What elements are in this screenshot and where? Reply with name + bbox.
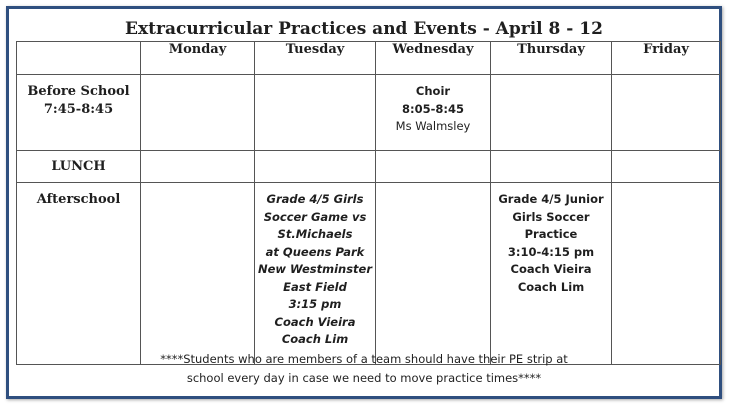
cell-after-friday — [612, 183, 721, 365]
cell-lunch-monday — [141, 151, 255, 183]
choir-name: Choir — [415, 84, 451, 98]
header-row — [17, 42, 721, 75]
cell-after-monday — [141, 183, 255, 365]
event-line: Coach Vieira — [510, 262, 592, 276]
day-header-thursday: Thursday — [491, 42, 612, 75]
cell-lunch-wednesday — [376, 151, 491, 183]
event-line: Practice — [524, 227, 578, 241]
event-line: Coach Vieira — [274, 314, 356, 329]
choir-time: 8:05-8:45 — [402, 101, 464, 116]
event-line: Grade 4/5 Junior — [498, 192, 604, 206]
cell-after-thursday — [491, 183, 612, 365]
schedule-frame — [6, 6, 722, 399]
event-line: East Field — [283, 279, 347, 294]
cell-lunch-tuesday — [255, 151, 376, 183]
event-line: New Westminster — [257, 262, 373, 276]
event-line: at Queens Park — [265, 244, 365, 259]
cell-before-tuesday — [255, 75, 376, 151]
row-afterschool — [17, 183, 721, 365]
event-line: 3:15 pm — [288, 297, 342, 311]
event-line: Coach Lim — [281, 332, 349, 346]
footer-line-1: ****Students who are members of a team should have their PE strip at — [160, 352, 568, 366]
cell-before-wednesday — [376, 75, 491, 151]
footer-note — [9, 350, 719, 388]
day-header-monday: Monday — [141, 42, 255, 75]
event-line: 3:10-4:15 pm — [507, 244, 595, 259]
cell-lunch-thursday — [491, 151, 612, 183]
before-school-label: Before School — [27, 84, 130, 99]
event-line: Soccer Game vs — [263, 209, 367, 224]
event-line: Girls Soccer — [512, 209, 590, 224]
row-label-lunch: LUNCH — [17, 151, 141, 183]
footer-line-2: school every day in case we need to move practice times**** — [186, 371, 542, 385]
cell-before-friday — [612, 75, 721, 151]
event-line: Grade 4/5 Girls — [266, 192, 364, 206]
event-line: Coach Lim — [517, 279, 585, 294]
row-lunch — [17, 151, 721, 183]
row-label-before-school — [17, 75, 141, 151]
day-header-tuesday: Tuesday — [255, 42, 376, 75]
before-school-time: 7:45-8:45 — [43, 102, 114, 117]
cell-before-thursday — [491, 75, 612, 151]
cell-before-monday — [141, 75, 255, 151]
day-header-friday: Friday — [612, 42, 721, 75]
corner-cell — [17, 42, 141, 75]
cell-lunch-friday — [612, 151, 721, 183]
day-header-wednesday: Wednesday — [376, 42, 491, 75]
cell-after-tuesday — [255, 183, 376, 365]
schedule-title: Extracurricular Practices and Events - April 8 - 12 — [125, 19, 603, 39]
cell-after-wednesday — [376, 183, 491, 365]
row-before-school — [17, 75, 721, 151]
event-line: St.Michaels — [277, 227, 353, 241]
choir-teacher: Ms Walmsley — [395, 119, 471, 133]
schedule-table — [16, 41, 721, 365]
row-label-afterschool: Afterschool — [17, 183, 141, 365]
